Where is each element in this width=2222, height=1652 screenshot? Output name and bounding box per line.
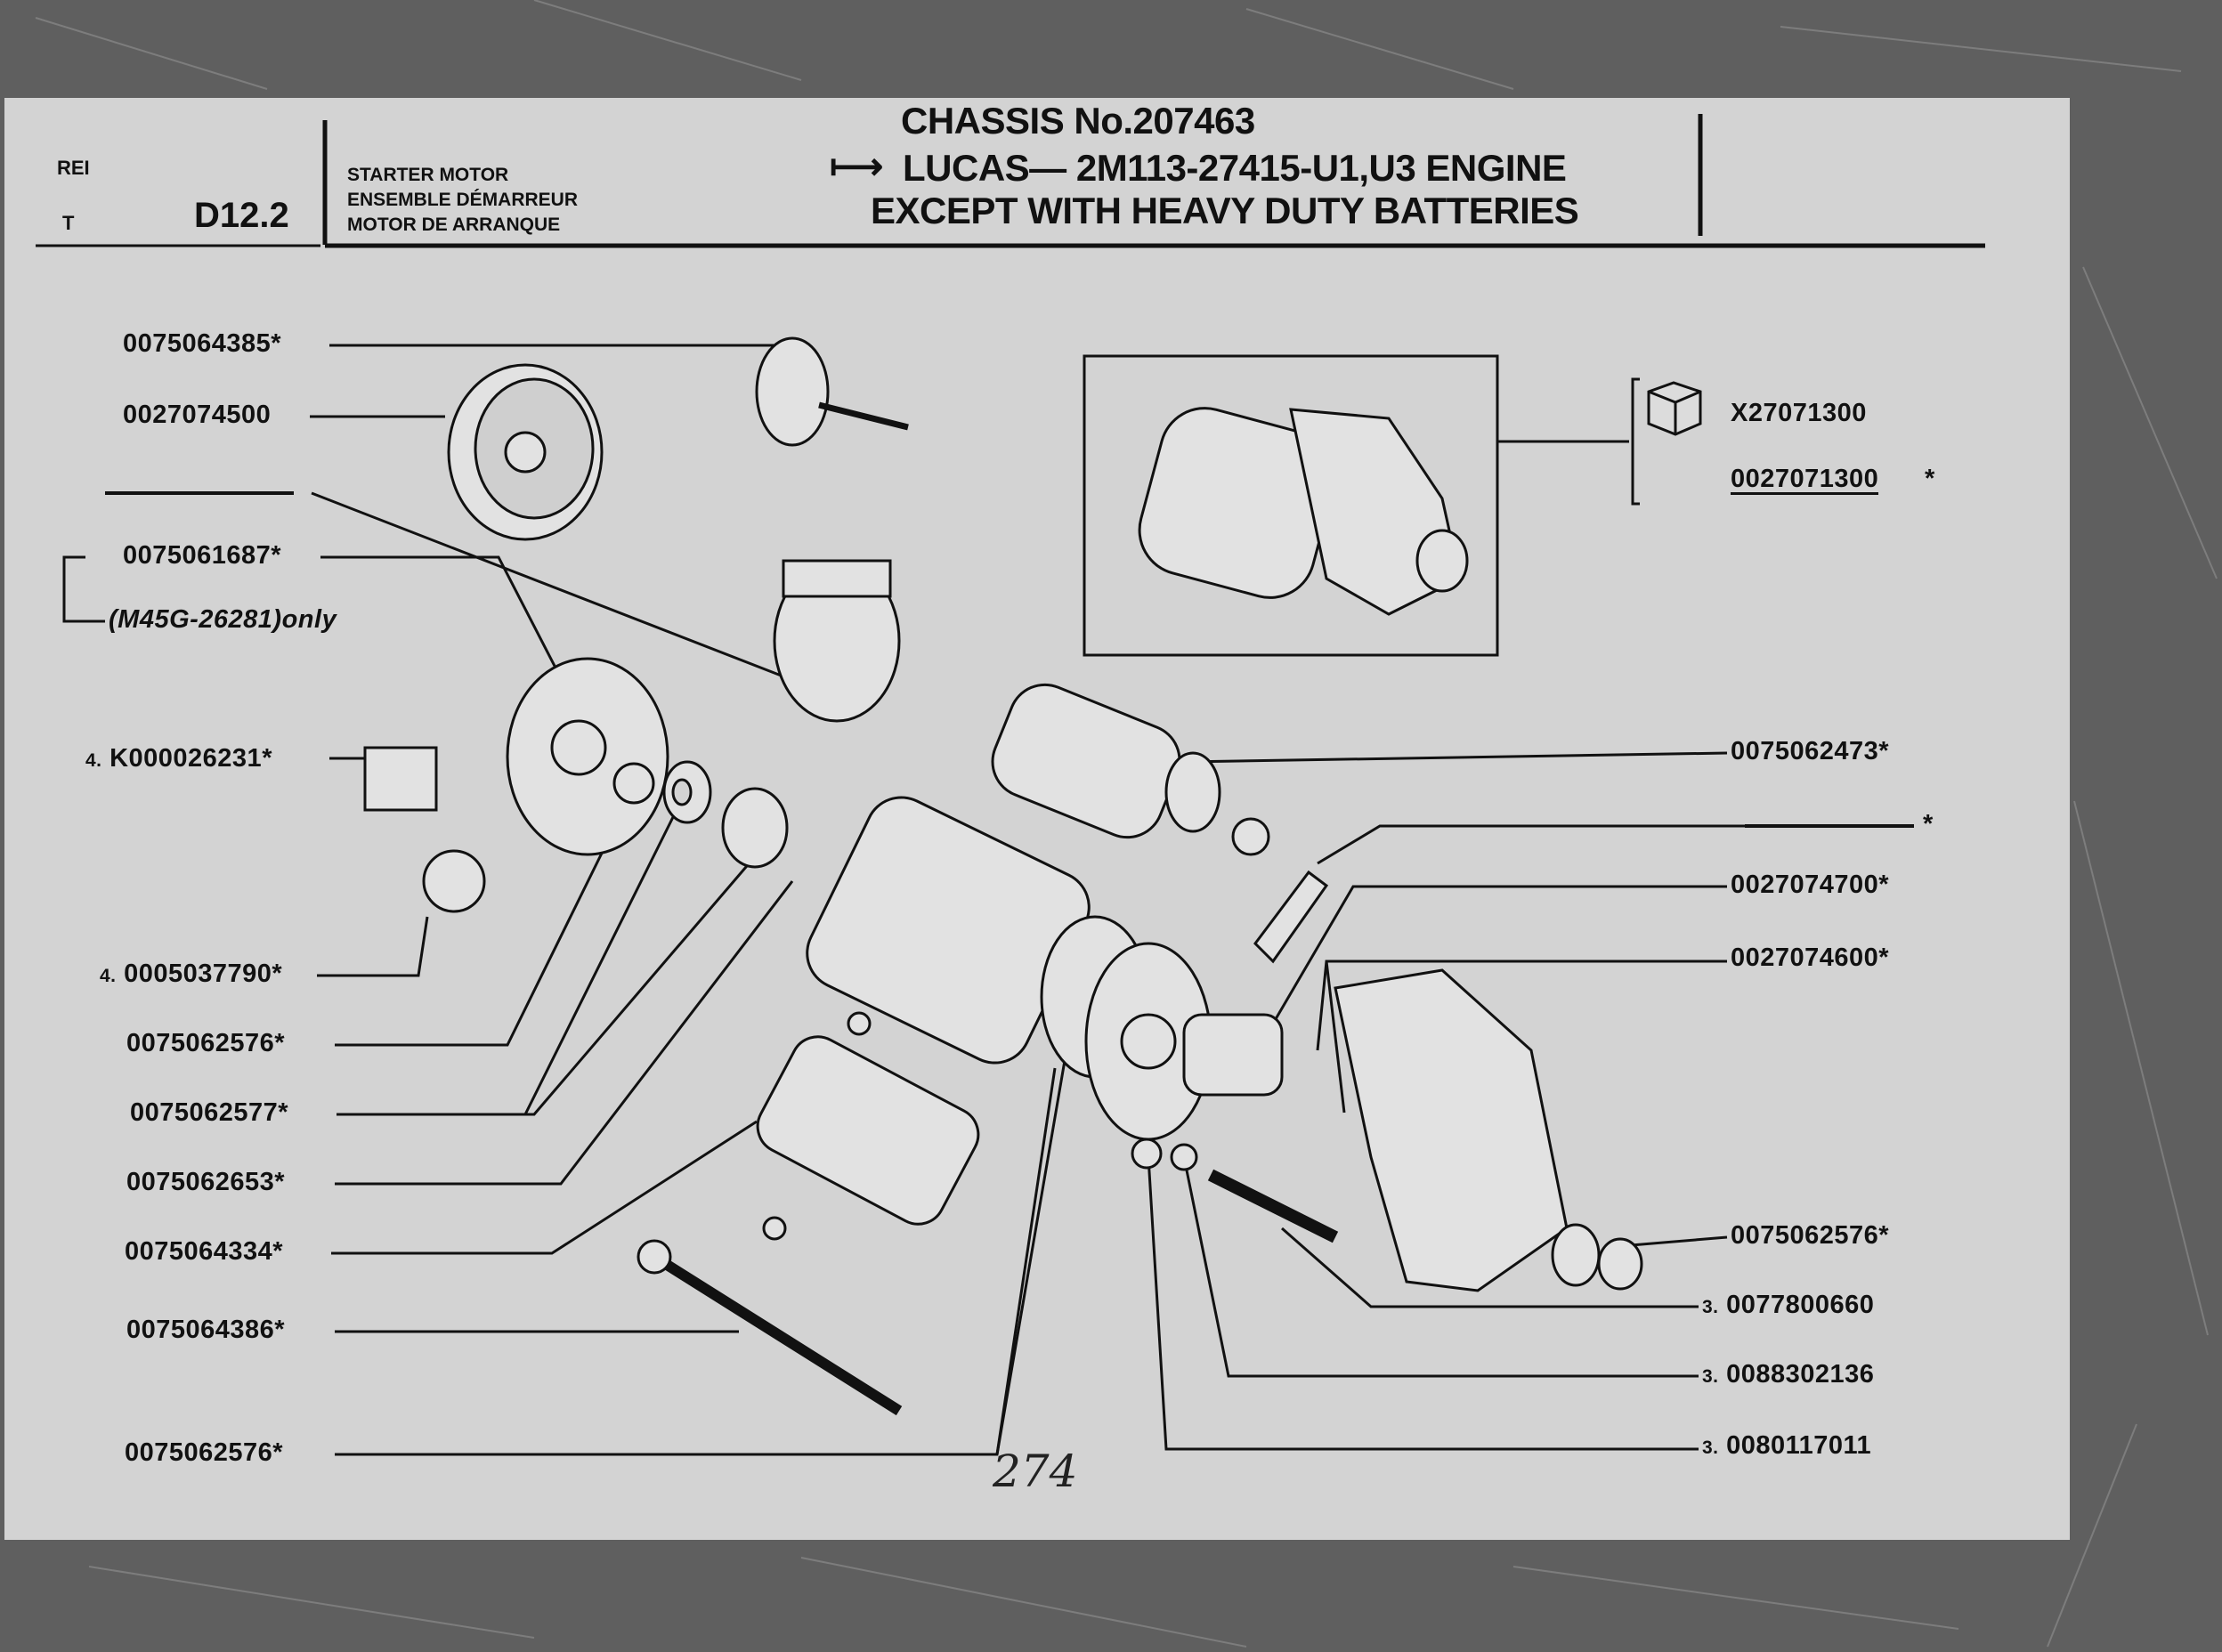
title-french: ENSEMBLE DÉMARREUR (347, 190, 579, 210)
section-code: D12.2 (194, 196, 289, 235)
callout-left-4: (M45G-26281)only (109, 605, 337, 634)
callout-left-9: 0075062653* (126, 1168, 286, 1196)
callout-left-8: 0075062577* (130, 1098, 289, 1127)
callout-left-3: 0075061687* (123, 541, 282, 570)
gb-market-badge-icon (1649, 383, 1700, 434)
t-label: T (62, 212, 75, 234)
callout-right-6: 3. 0077800660 (1702, 1291, 1875, 1319)
arrow-icon: ⟼ (830, 145, 883, 187)
callout-right-1: 0075062473* (1731, 737, 1890, 765)
inset-part-a: X27071300 (1731, 399, 1867, 427)
callout-right-5: 0075062576* (1731, 1221, 1890, 1250)
callout-left-7: 0075062576* (126, 1029, 286, 1057)
inset-part-b-star: * (1925, 465, 1935, 493)
callout-left-1: 0075064385* (123, 329, 282, 358)
callout-right-3: 0027074700* (1731, 871, 1890, 899)
callout-right-4: 0027074600* (1731, 943, 1890, 972)
title-spanish: MOTOR DE ARRANQUE (347, 215, 561, 235)
page-number-handwritten: 274 (993, 1446, 1078, 1497)
except-line: EXCEPT WITH HEAVY DUTY BATTERIES (871, 190, 1579, 231)
callout-right-2: * (1923, 810, 1934, 838)
engine-line: LUCAS— 2M113-27415-U1,U3 ENGINE (903, 147, 1567, 189)
ref-label: REI (57, 157, 90, 179)
callout-right-8: 3. 0080117011 (1702, 1431, 1872, 1460)
callout-right-7: 3. 0088302136 (1702, 1360, 1875, 1389)
callout-left-6: 4. 0005037790* (100, 960, 283, 988)
inset-part-b: 0027071300 (1731, 465, 1879, 493)
callout-left-10: 0075064334* (125, 1237, 284, 1266)
chassis-number: CHASSIS No.207463 (901, 100, 1255, 142)
callout-left-11: 0075064386* (126, 1316, 286, 1344)
title-english: STARTER MOTOR (347, 165, 509, 185)
callout-left-12: 0075062576* (125, 1438, 284, 1467)
callout-left-2: 0027074500 (123, 401, 272, 429)
callout-left-5: 4. K000026231* (85, 744, 272, 773)
